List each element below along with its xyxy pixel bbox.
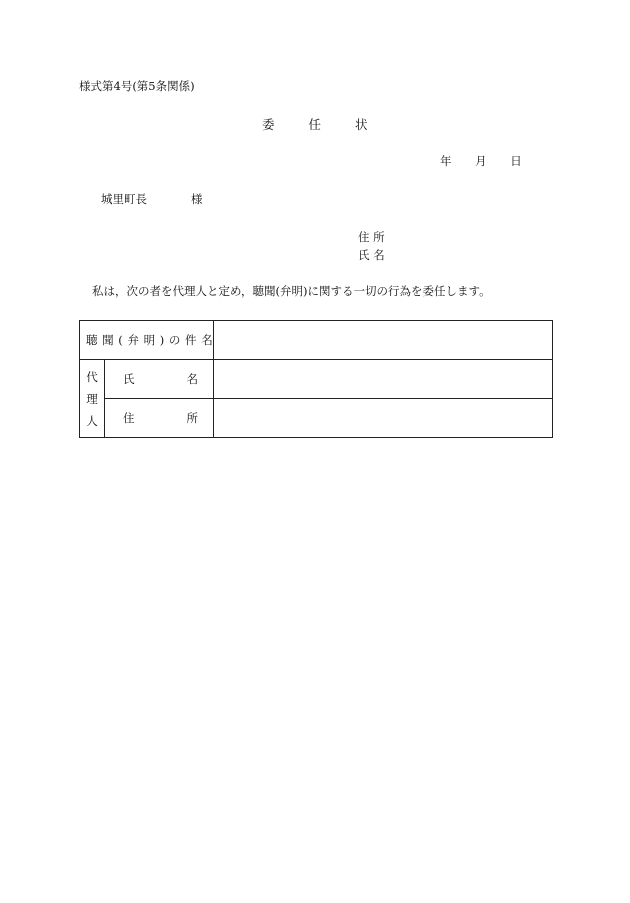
delegation-statement: 私は，次の者を代理人と定め，聴聞(弁明)に関する一切の行為を委任します。: [92, 284, 491, 298]
agent-name-row: [80, 360, 553, 399]
delegator-name-label: 氏 名: [358, 248, 385, 262]
agent-label-char: 理: [86, 391, 98, 406]
addressee-name: 城里町長: [101, 192, 147, 206]
addressee: [101, 194, 203, 206]
case-row: [80, 321, 553, 360]
agent-address-field[interactable]: [214, 399, 553, 438]
agent-label-char: 人: [86, 413, 98, 428]
agent-name-field[interactable]: [214, 360, 553, 399]
case-name-label: 聴 聞 ( 弁 明 ) の 件 名: [80, 321, 214, 360]
addressee-suffix: 様: [191, 192, 203, 206]
form-number: 様式第4号(第5条関係): [79, 79, 195, 93]
date-line: 年 月 日: [440, 154, 522, 168]
agent-label: [80, 360, 105, 438]
delegation-table: [79, 320, 553, 438]
agent-address-row: [80, 399, 553, 438]
case-name-field[interactable]: [214, 321, 553, 360]
agent-label-char: 代: [86, 369, 98, 384]
agent-name-label: 氏 名: [105, 360, 214, 399]
document-title: 委 任 状: [262, 117, 368, 132]
delegator-address-label: 住 所: [358, 230, 385, 244]
agent-address-label: 住 所: [105, 399, 214, 438]
